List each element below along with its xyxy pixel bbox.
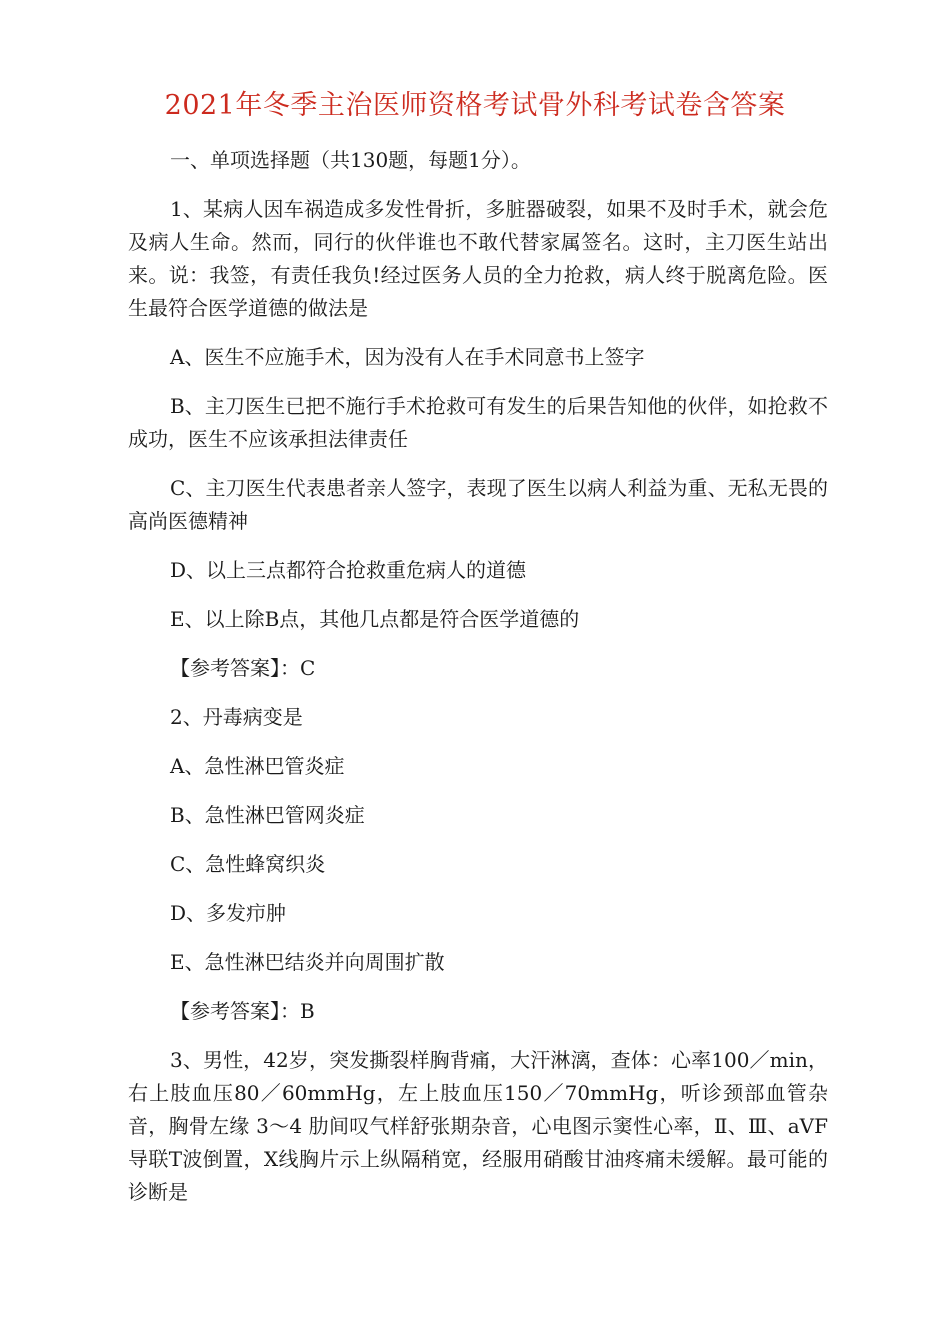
document-title: 2021年冬季主治医师资格考试骨外科考试卷含答案 (164, 90, 786, 121)
question-stem: 3、男性，42岁，突发撕裂样胸背痛，大汗淋漓，查体：心率100／min，右上肢血压80／60mmHg，左上肢血压150／70mmHg，听诊颈部血管杂音，胸骨左缘 3～4 肋间叹气样舒张期杂音，心电图示窦性心率，Ⅱ、Ⅲ、aVF导联T波倒置，X线胸片示上纵隔稍宽，经服用硝酸甘油疼痛未缓解。最可能的诊断是 (128, 1048, 828, 1204)
question-option: D、以上三点都符合抢救重危病人的道德 (170, 558, 527, 582)
question-option: E、急性淋巴结炎并向周围扩散 (170, 950, 445, 974)
question-option: B、急性淋巴管网炎症 (170, 803, 365, 827)
reference-answer: 【参考答案】：C (170, 656, 316, 680)
document-body (128, 144, 828, 1225)
question-option: D、多发疖肿 (170, 901, 287, 925)
question-option: E、以上除B点，其他几点都是符合医学道德的 (170, 607, 580, 631)
question-option: C、主刀医生代表患者亲人签字，表现了医生以病人利益为重、无私无畏的高尚医德精神 (128, 476, 828, 533)
question-option: A、急性淋巴管炎症 (170, 754, 345, 778)
question-option: B、主刀医生已把不施行手术抢救可有发生的后果告知他的伙伴，如抢救不成功，医生不应该承担法律责任 (128, 394, 828, 451)
question-option: A、医生不应施手术，因为没有人在手术同意书上签字 (170, 345, 645, 369)
section-heading: 一、单项选择题（共130题，每题1分）。 (170, 148, 531, 172)
question-stem: 1、某病人因车祸造成多发性骨折，多脏器破裂，如果不及时手术，就会危及病人生命。然而，同行的伙伴谁也不敢代替家属签名。这时，主刀医生站出来。说：我签，有责任我负!经过医务人员的全力抢救，病人终于脱离危险。医生最符合医学道德的做法是 (128, 197, 828, 320)
question-stem: 2、丹毒病变是 (170, 705, 303, 729)
reference-answer: 【参考答案】：B (170, 999, 315, 1023)
question-option: C、急性蜂窝织炎 (170, 852, 326, 876)
